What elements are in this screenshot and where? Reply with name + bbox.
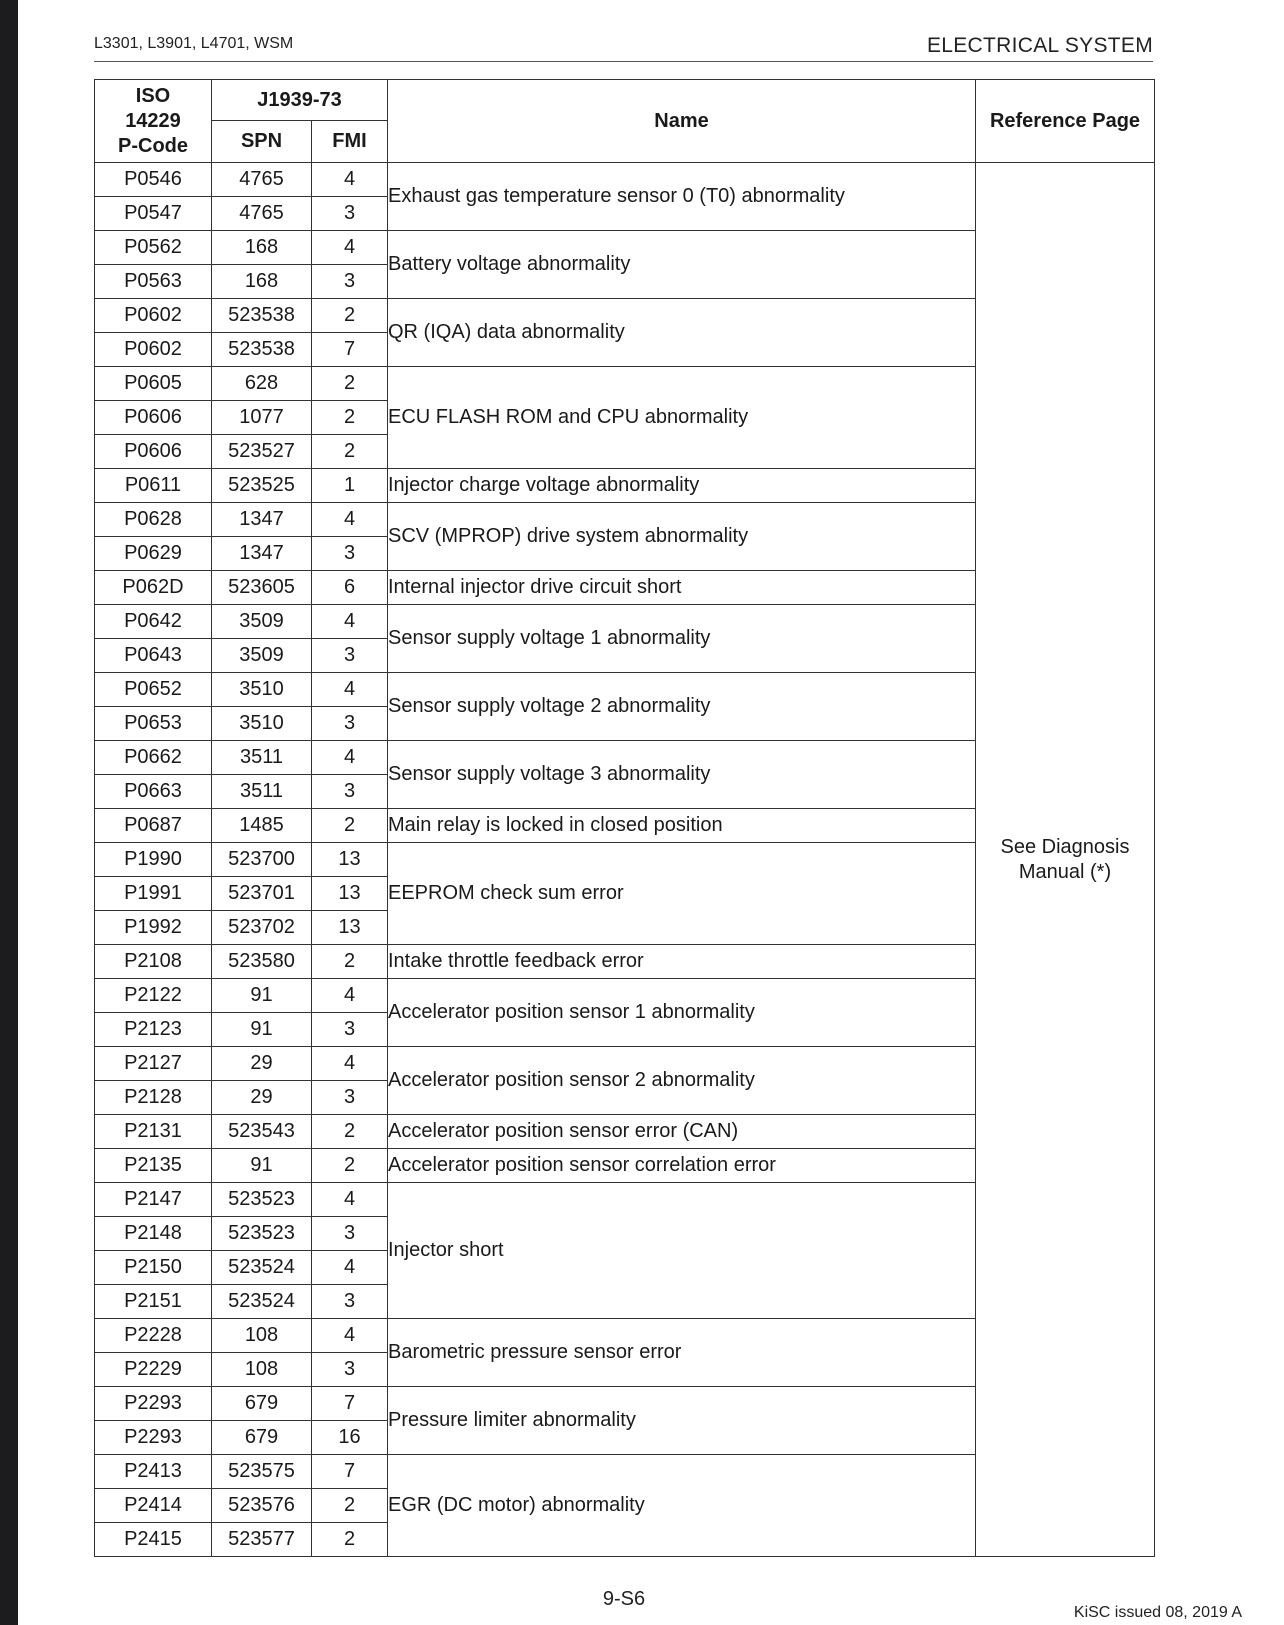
cell-pcode: P0547 xyxy=(95,197,212,231)
cell-spn: 679 xyxy=(212,1421,312,1455)
viewer-edge-bar xyxy=(0,0,18,1625)
col-j1939: J1939-73 xyxy=(212,80,388,121)
cell-spn: 523523 xyxy=(212,1217,312,1251)
cell-spn: 628 xyxy=(212,367,312,401)
cell-spn: 679 xyxy=(212,1387,312,1421)
cell-pcode: P0643 xyxy=(95,639,212,673)
cell-pcode: P2413 xyxy=(95,1455,212,1489)
cell-name: Battery voltage abnormality xyxy=(388,231,976,299)
col-fmi: FMI xyxy=(312,121,388,163)
cell-name: EGR (DC motor) abnormality xyxy=(388,1455,976,1557)
cell-name: SCV (MPROP) drive system abnormality xyxy=(388,503,976,571)
cell-spn: 1485 xyxy=(212,809,312,843)
cell-spn: 523702 xyxy=(212,911,312,945)
cell-name: Intake throttle feedback error xyxy=(388,945,976,979)
cell-spn: 29 xyxy=(212,1081,312,1115)
cell-spn: 523543 xyxy=(212,1115,312,1149)
cell-pcode: P2293 xyxy=(95,1387,212,1421)
cell-pcode: P0652 xyxy=(95,673,212,707)
cell-name: Exhaust gas temperature sensor 0 (T0) abnormality xyxy=(388,163,976,231)
cell-pcode: P2128 xyxy=(95,1081,212,1115)
cell-spn: 523700 xyxy=(212,843,312,877)
cell-spn: 523605 xyxy=(212,571,312,605)
cell-fmi: 4 xyxy=(312,1183,388,1217)
cell-fmi: 2 xyxy=(312,435,388,469)
cell-fmi: 3 xyxy=(312,639,388,673)
cell-fmi: 3 xyxy=(312,1285,388,1319)
cell-spn: 168 xyxy=(212,231,312,265)
cell-name: Accelerator position sensor error (CAN) xyxy=(388,1115,976,1149)
cell-pcode: P2122 xyxy=(95,979,212,1013)
cell-name: Sensor supply voltage 1 abnormality xyxy=(388,605,976,673)
cell-fmi: 2 xyxy=(312,401,388,435)
header-models: L3301, L3901, L4701, WSM xyxy=(94,35,294,52)
cell-pcode: P0602 xyxy=(95,333,212,367)
cell-fmi: 3 xyxy=(312,707,388,741)
cell-spn: 523538 xyxy=(212,333,312,367)
cell-pcode: P2147 xyxy=(95,1183,212,1217)
cell-fmi: 3 xyxy=(312,1217,388,1251)
cell-spn: 3510 xyxy=(212,707,312,741)
cell-pcode: P0663 xyxy=(95,775,212,809)
cell-spn: 1347 xyxy=(212,503,312,537)
cell-fmi: 2 xyxy=(312,809,388,843)
cell-fmi: 13 xyxy=(312,877,388,911)
cell-pcode: P0653 xyxy=(95,707,212,741)
cell-pcode: P2151 xyxy=(95,1285,212,1319)
cell-pcode: P2414 xyxy=(95,1489,212,1523)
page-number: 9-S6 xyxy=(602,1588,646,1610)
cell-name: Injector charge voltage abnormality xyxy=(388,469,976,503)
cell-fmi: 4 xyxy=(312,741,388,775)
cell-spn: 523525 xyxy=(212,469,312,503)
dtc-table xyxy=(94,79,1155,1557)
cell-pcode: P2415 xyxy=(95,1523,212,1557)
cell-spn: 523538 xyxy=(212,299,312,333)
cell-spn: 523580 xyxy=(212,945,312,979)
cell-spn: 4765 xyxy=(212,197,312,231)
cell-fmi: 13 xyxy=(312,911,388,945)
cell-spn: 4765 xyxy=(212,163,312,197)
cell-reference: See Diagnosis Manual (*) xyxy=(976,163,1155,1557)
cell-pcode: P0642 xyxy=(95,605,212,639)
cell-fmi: 3 xyxy=(312,1353,388,1387)
cell-pcode: P0629 xyxy=(95,537,212,571)
cell-spn: 523524 xyxy=(212,1251,312,1285)
cell-spn: 523575 xyxy=(212,1455,312,1489)
col-name: Name xyxy=(388,80,976,163)
cell-fmi: 4 xyxy=(312,1319,388,1353)
cell-spn: 3511 xyxy=(212,775,312,809)
cell-fmi: 4 xyxy=(312,163,388,197)
cell-fmi: 4 xyxy=(312,1047,388,1081)
cell-fmi: 3 xyxy=(312,1081,388,1115)
cell-spn: 3511 xyxy=(212,741,312,775)
cell-fmi: 2 xyxy=(312,945,388,979)
cell-spn: 91 xyxy=(212,1149,312,1183)
col-iso-pcode: ISO 14229 P-Code xyxy=(95,80,212,163)
cell-fmi: 2 xyxy=(312,1523,388,1557)
cell-pcode: P2150 xyxy=(95,1251,212,1285)
cell-pcode: P0563 xyxy=(95,265,212,299)
cell-fmi: 7 xyxy=(312,333,388,367)
cell-pcode: P0611 xyxy=(95,469,212,503)
cell-pcode: P0606 xyxy=(95,435,212,469)
cell-pcode: P0605 xyxy=(95,367,212,401)
cell-fmi: 1 xyxy=(312,469,388,503)
table-row xyxy=(95,163,1155,197)
cell-pcode: P0628 xyxy=(95,503,212,537)
cell-spn: 168 xyxy=(212,265,312,299)
cell-pcode: P2293 xyxy=(95,1421,212,1455)
cell-spn: 1347 xyxy=(212,537,312,571)
cell-spn: 523577 xyxy=(212,1523,312,1557)
cell-pcode: P0546 xyxy=(95,163,212,197)
cell-pcode: P2131 xyxy=(95,1115,212,1149)
cell-spn: 3510 xyxy=(212,673,312,707)
cell-name: QR (IQA) data abnormality xyxy=(388,299,976,367)
cell-pcode: P2108 xyxy=(95,945,212,979)
table-body xyxy=(95,163,1155,1557)
col-reference-page: Reference Page xyxy=(976,80,1155,163)
cell-fmi: 2 xyxy=(312,1115,388,1149)
cell-pcode: P0662 xyxy=(95,741,212,775)
cell-spn: 523701 xyxy=(212,877,312,911)
cell-pcode: P2127 xyxy=(95,1047,212,1081)
cell-fmi: 3 xyxy=(312,265,388,299)
cell-name: Main relay is locked in closed position xyxy=(388,809,976,843)
cell-spn: 91 xyxy=(212,1013,312,1047)
cell-fmi: 4 xyxy=(312,605,388,639)
cell-fmi: 4 xyxy=(312,673,388,707)
cell-pcode: P0562 xyxy=(95,231,212,265)
cell-spn: 523527 xyxy=(212,435,312,469)
cell-pcode: P1992 xyxy=(95,911,212,945)
issued-note: KiSC issued 08, 2019 A xyxy=(1073,1604,1242,1621)
cell-fmi: 6 xyxy=(312,571,388,605)
cell-pcode: P2229 xyxy=(95,1353,212,1387)
cell-name: Barometric pressure sensor error xyxy=(388,1319,976,1387)
table-header xyxy=(95,80,1155,163)
cell-name: Internal injector drive circuit short xyxy=(388,571,976,605)
cell-fmi: 16 xyxy=(312,1421,388,1455)
cell-name: ECU FLASH ROM and CPU abnormality xyxy=(388,367,976,469)
cell-spn: 523524 xyxy=(212,1285,312,1319)
cell-fmi: 4 xyxy=(312,231,388,265)
cell-spn: 1077 xyxy=(212,401,312,435)
cell-spn: 29 xyxy=(212,1047,312,1081)
cell-fmi: 2 xyxy=(312,1149,388,1183)
cell-fmi: 2 xyxy=(312,299,388,333)
cell-name: Sensor supply voltage 3 abnormality xyxy=(388,741,976,809)
cell-fmi: 13 xyxy=(312,843,388,877)
cell-pcode: P2148 xyxy=(95,1217,212,1251)
cell-spn: 91 xyxy=(212,979,312,1013)
cell-pcode: P1991 xyxy=(95,877,212,911)
cell-name: EEPROM check sum error xyxy=(388,843,976,945)
cell-name: Sensor supply voltage 2 abnormality xyxy=(388,673,976,741)
cell-fmi: 4 xyxy=(312,979,388,1013)
cell-name: Pressure limiter abnormality xyxy=(388,1387,976,1455)
cell-fmi: 3 xyxy=(312,1013,388,1047)
cell-pcode: P062D xyxy=(95,571,212,605)
cell-name: Accelerator position sensor 1 abnormality xyxy=(388,979,976,1047)
header-rule xyxy=(94,61,1153,62)
cell-name: Accelerator position sensor 2 abnormality xyxy=(388,1047,976,1115)
cell-fmi: 3 xyxy=(312,775,388,809)
cell-name: Injector short xyxy=(388,1183,976,1319)
cell-fmi: 3 xyxy=(312,537,388,571)
cell-spn: 108 xyxy=(212,1353,312,1387)
col-spn: SPN xyxy=(212,121,312,163)
cell-pcode: P0687 xyxy=(95,809,212,843)
cell-pcode: P2228 xyxy=(95,1319,212,1353)
cell-fmi: 2 xyxy=(312,1489,388,1523)
cell-pcode: P2135 xyxy=(95,1149,212,1183)
cell-spn: 523523 xyxy=(212,1183,312,1217)
cell-pcode: P1990 xyxy=(95,843,212,877)
header-section-title: ELECTRICAL SYSTEM xyxy=(926,34,1153,57)
cell-fmi: 4 xyxy=(312,503,388,537)
cell-pcode: P2123 xyxy=(95,1013,212,1047)
cell-pcode: P0606 xyxy=(95,401,212,435)
cell-fmi: 4 xyxy=(312,1251,388,1285)
cell-pcode: P0602 xyxy=(95,299,212,333)
cell-fmi: 2 xyxy=(312,367,388,401)
cell-fmi: 7 xyxy=(312,1387,388,1421)
cell-spn: 3509 xyxy=(212,605,312,639)
cell-spn: 3509 xyxy=(212,639,312,673)
cell-fmi: 3 xyxy=(312,197,388,231)
cell-spn: 108 xyxy=(212,1319,312,1353)
cell-name: Accelerator position sensor correlation error xyxy=(388,1149,976,1183)
cell-spn: 523576 xyxy=(212,1489,312,1523)
cell-fmi: 7 xyxy=(312,1455,388,1489)
